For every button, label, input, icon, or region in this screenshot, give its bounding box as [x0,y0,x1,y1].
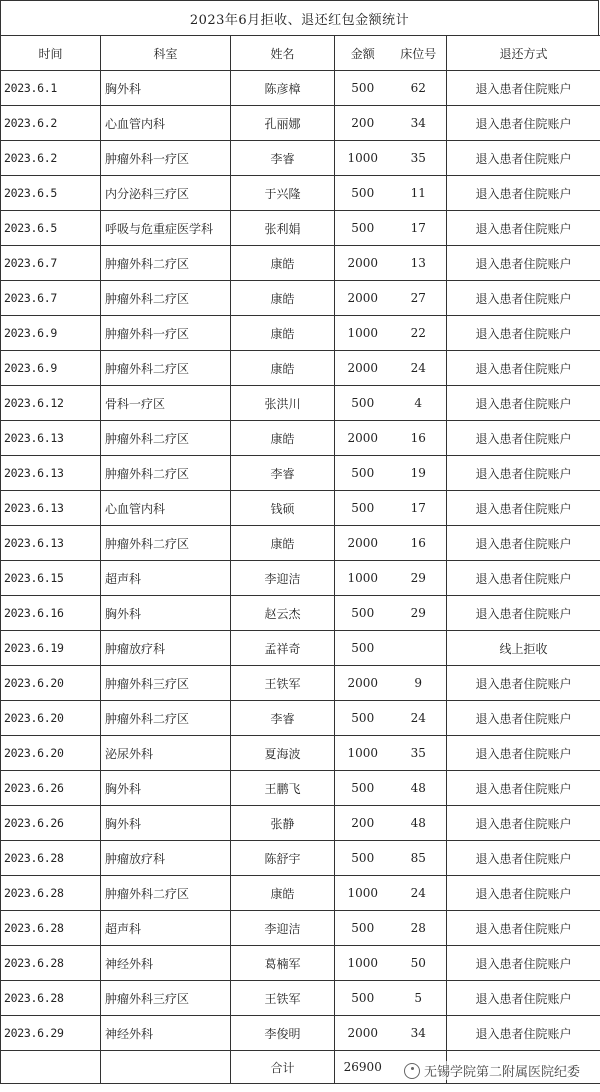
account-watermark [404,1061,580,1080]
cell-name: 康皓 [231,421,335,456]
cell-amount: 2000 [335,351,391,386]
table-row [1,106,600,141]
cell-date: 2023.6.13 [1,526,101,561]
cell-bed: 27 [391,281,447,316]
cell-amount: 2000 [335,246,391,281]
cell-amount: 500 [335,841,391,876]
cell-dept: 内分泌科三疗区 [101,176,231,211]
table-row [1,456,600,491]
table-row [1,176,600,211]
cell-name: 李睿 [231,701,335,736]
cell-amount: 2000 [335,421,391,456]
cell-dept: 肿瘤外科一疗区 [101,316,231,351]
cell-bed: 29 [391,596,447,631]
cell-amount: 500 [335,596,391,631]
cell-amount: 500 [335,631,391,666]
cell-method: 退入患者住院账户 [447,666,600,701]
header-row [1,36,600,71]
cell-bed: 4 [391,386,447,421]
table-row [1,946,600,981]
cell-date: 2023.6.13 [1,491,101,526]
cell-bed: 85 [391,841,447,876]
cell-method: 退入患者住院账户 [447,876,600,911]
cell-dept: 肿瘤外科二疗区 [101,526,231,561]
cell-amount: 1000 [335,946,391,981]
table-title: 2023年6月拒收、退还红包金额统计 [0,0,599,36]
cell-name: 李迎洁 [231,911,335,946]
cell-date: 2023.6.5 [1,211,101,246]
table-row [1,1016,600,1051]
cell-date: 2023.6.29 [1,1016,101,1051]
cell-bed: 28 [391,911,447,946]
table-row [1,141,600,176]
header-bed: 床位号 [391,36,447,71]
total-blank-1 [1,1051,101,1084]
cell-name: 陈彦樟 [231,71,335,106]
cell-dept: 胸外科 [101,596,231,631]
cell-name: 钱硕 [231,491,335,526]
header-name: 姓名 [231,36,335,71]
table-row [1,981,600,1016]
cell-bed: 16 [391,421,447,456]
table-row [1,421,600,456]
cell-name: 张利娟 [231,211,335,246]
cell-method: 退入患者住院账户 [447,386,600,421]
cell-name: 王铁军 [231,666,335,701]
cell-bed: 62 [391,71,447,106]
cell-method: 退入患者住院账户 [447,526,600,561]
cell-method: 退入患者住院账户 [447,946,600,981]
cell-bed: 48 [391,771,447,806]
cell-bed: 34 [391,1016,447,1051]
cell-method: 退入患者住院账户 [447,421,600,456]
header-dept: 科室 [101,36,231,71]
cell-amount: 2000 [335,666,391,701]
cell-date: 2023.6.13 [1,421,101,456]
cell-dept: 胸外科 [101,771,231,806]
cell-date: 2023.6.26 [1,806,101,841]
table-row [1,561,600,596]
cell-date: 2023.6.2 [1,141,101,176]
cell-method: 退入患者住院账户 [447,316,600,351]
cell-date: 2023.6.12 [1,386,101,421]
cell-amount: 2000 [335,526,391,561]
total-blank-2 [101,1051,231,1084]
cell-method: 退入患者住院账户 [447,176,600,211]
table-row [1,701,600,736]
cell-method: 退入患者住院账户 [447,561,600,596]
cell-date: 2023.6.9 [1,316,101,351]
table-row [1,211,600,246]
cell-amount: 500 [335,491,391,526]
table-row [1,666,600,701]
cell-date: 2023.6.28 [1,981,101,1016]
cell-dept: 肿瘤外科二疗区 [101,246,231,281]
cell-bed: 24 [391,351,447,386]
cell-bed: 35 [391,141,447,176]
cell-dept: 心血管内科 [101,491,231,526]
cell-bed: 24 [391,701,447,736]
cell-bed: 9 [391,666,447,701]
cell-bed: 19 [391,456,447,491]
cell-method: 退入患者住院账户 [447,491,600,526]
cell-bed: 29 [391,561,447,596]
cell-name: 康皓 [231,876,335,911]
cell-amount: 1000 [335,141,391,176]
cell-bed: 17 [391,491,447,526]
cell-dept: 神经外科 [101,946,231,981]
cell-name: 李睿 [231,456,335,491]
cell-amount: 1000 [335,876,391,911]
cell-name: 康皓 [231,351,335,386]
cell-method: 退入患者住院账户 [447,351,600,386]
cell-bed: 48 [391,806,447,841]
cell-method: 退入患者住院账户 [447,141,600,176]
table-row [1,71,600,106]
cell-name: 张静 [231,806,335,841]
total-amount: 26900 [335,1051,391,1084]
table-row [1,876,600,911]
cell-date: 2023.6.20 [1,666,101,701]
cell-dept: 肿瘤外科三疗区 [101,666,231,701]
cell-bed [391,631,447,666]
header-method: 退还方式 [447,36,600,71]
cell-name: 康皓 [231,526,335,561]
cell-bed: 5 [391,981,447,1016]
cell-amount: 500 [335,71,391,106]
table-row [1,736,600,771]
cell-method: 退入患者住院账户 [447,596,600,631]
total-label: 合计 [231,1051,335,1084]
cell-date: 2023.6.15 [1,561,101,596]
cell-amount: 500 [335,176,391,211]
cell-name: 李迎洁 [231,561,335,596]
cell-amount: 500 [335,701,391,736]
cell-name: 孔丽娜 [231,106,335,141]
cell-date: 2023.6.28 [1,911,101,946]
cell-name: 李俊明 [231,1016,335,1051]
cell-amount: 1000 [335,316,391,351]
table-row [1,911,600,946]
cell-method: 退入患者住院账户 [447,771,600,806]
wechat-channel-icon [404,1063,420,1079]
cell-bed: 11 [391,176,447,211]
cell-name: 陈舒宇 [231,841,335,876]
cell-dept: 胸外科 [101,806,231,841]
cell-amount: 200 [335,806,391,841]
cell-amount: 2000 [335,1016,391,1051]
header-amount: 金额 [335,36,391,71]
cell-date: 2023.6.7 [1,246,101,281]
cell-bed: 22 [391,316,447,351]
cell-bed: 34 [391,106,447,141]
cell-dept: 骨科一疗区 [101,386,231,421]
cell-method: 退入患者住院账户 [447,806,600,841]
cell-bed: 13 [391,246,447,281]
cell-dept: 胸外科 [101,71,231,106]
table-row [1,596,600,631]
cell-name: 于兴隆 [231,176,335,211]
cell-method: 线上拒收 [447,631,600,666]
table-row [1,281,600,316]
cell-date: 2023.6.9 [1,351,101,386]
table-row [1,246,600,281]
cell-name: 夏海波 [231,736,335,771]
cell-method: 退入患者住院账户 [447,281,600,316]
cell-method: 退入患者住院账户 [447,736,600,771]
table-row [1,316,600,351]
cell-date: 2023.6.20 [1,736,101,771]
cell-amount: 200 [335,106,391,141]
watermark-text: 无锡学院第二附属医院纪委 [423,1065,580,1080]
table-row [1,771,600,806]
cell-amount: 1000 [335,561,391,596]
cell-dept: 肿瘤放疗科 [101,841,231,876]
cell-bed: 50 [391,946,447,981]
cell-amount: 500 [335,456,391,491]
cell-name: 李睿 [231,141,335,176]
table-row [1,491,600,526]
cell-name: 孟祥奇 [231,631,335,666]
cell-dept: 心血管内科 [101,106,231,141]
header-date: 时间 [1,36,101,71]
cell-date: 2023.6.7 [1,281,101,316]
cell-bed: 24 [391,876,447,911]
cell-date: 2023.6.13 [1,456,101,491]
table-row [1,631,600,666]
cell-name: 张洪川 [231,386,335,421]
table-row [1,526,600,561]
cell-date: 2023.6.19 [1,631,101,666]
cell-dept: 肿瘤外科二疗区 [101,456,231,491]
cell-dept: 肿瘤外科二疗区 [101,701,231,736]
cell-method: 退入患者住院账户 [447,106,600,141]
cell-method: 退入患者住院账户 [447,911,600,946]
cell-name: 王鹏飞 [231,771,335,806]
cell-dept: 呼吸与危重症医学科 [101,211,231,246]
cell-name: 康皓 [231,281,335,316]
cell-name: 康皓 [231,246,335,281]
cell-name: 葛楠军 [231,946,335,981]
cell-dept: 泌尿外科 [101,736,231,771]
cell-bed: 17 [391,211,447,246]
cell-date: 2023.6.1 [1,71,101,106]
cell-name: 王铁军 [231,981,335,1016]
cell-name: 康皓 [231,316,335,351]
cell-date: 2023.6.28 [1,841,101,876]
cell-amount: 500 [335,911,391,946]
table-row [1,841,600,876]
cell-date: 2023.6.5 [1,176,101,211]
cell-date: 2023.6.28 [1,876,101,911]
cell-method: 退入患者住院账户 [447,981,600,1016]
cell-method: 退入患者住院账户 [447,701,600,736]
table-row [1,386,600,421]
cell-dept: 肿瘤外科二疗区 [101,351,231,386]
cell-method: 退入患者住院账户 [447,456,600,491]
table-row [1,351,600,386]
cell-amount: 500 [335,386,391,421]
cell-date: 2023.6.26 [1,771,101,806]
red-envelope-table [0,35,600,1084]
cell-date: 2023.6.2 [1,106,101,141]
cell-date: 2023.6.28 [1,946,101,981]
cell-method: 退入患者住院账户 [447,211,600,246]
cell-date: 2023.6.16 [1,596,101,631]
cell-dept: 超声科 [101,911,231,946]
cell-bed: 35 [391,736,447,771]
cell-dept: 超声科 [101,561,231,596]
cell-amount: 500 [335,211,391,246]
cell-bed: 16 [391,526,447,561]
cell-amount: 500 [335,981,391,1016]
cell-amount: 500 [335,771,391,806]
cell-dept: 肿瘤外科二疗区 [101,281,231,316]
table-body [1,71,600,1084]
cell-method: 退入患者住院账户 [447,71,600,106]
cell-dept: 肿瘤外科二疗区 [101,876,231,911]
cell-method: 退入患者住院账户 [447,841,600,876]
cell-amount: 1000 [335,736,391,771]
cell-dept: 神经外科 [101,1016,231,1051]
cell-method: 退入患者住院账户 [447,246,600,281]
cell-dept: 肿瘤外科一疗区 [101,141,231,176]
cell-dept: 肿瘤外科二疗区 [101,421,231,456]
cell-amount: 2000 [335,281,391,316]
cell-dept: 肿瘤放疗科 [101,631,231,666]
cell-name: 赵云杰 [231,596,335,631]
cell-dept: 肿瘤外科三疗区 [101,981,231,1016]
table-row [1,806,600,841]
cell-date: 2023.6.20 [1,701,101,736]
cell-method: 退入患者住院账户 [447,1016,600,1051]
